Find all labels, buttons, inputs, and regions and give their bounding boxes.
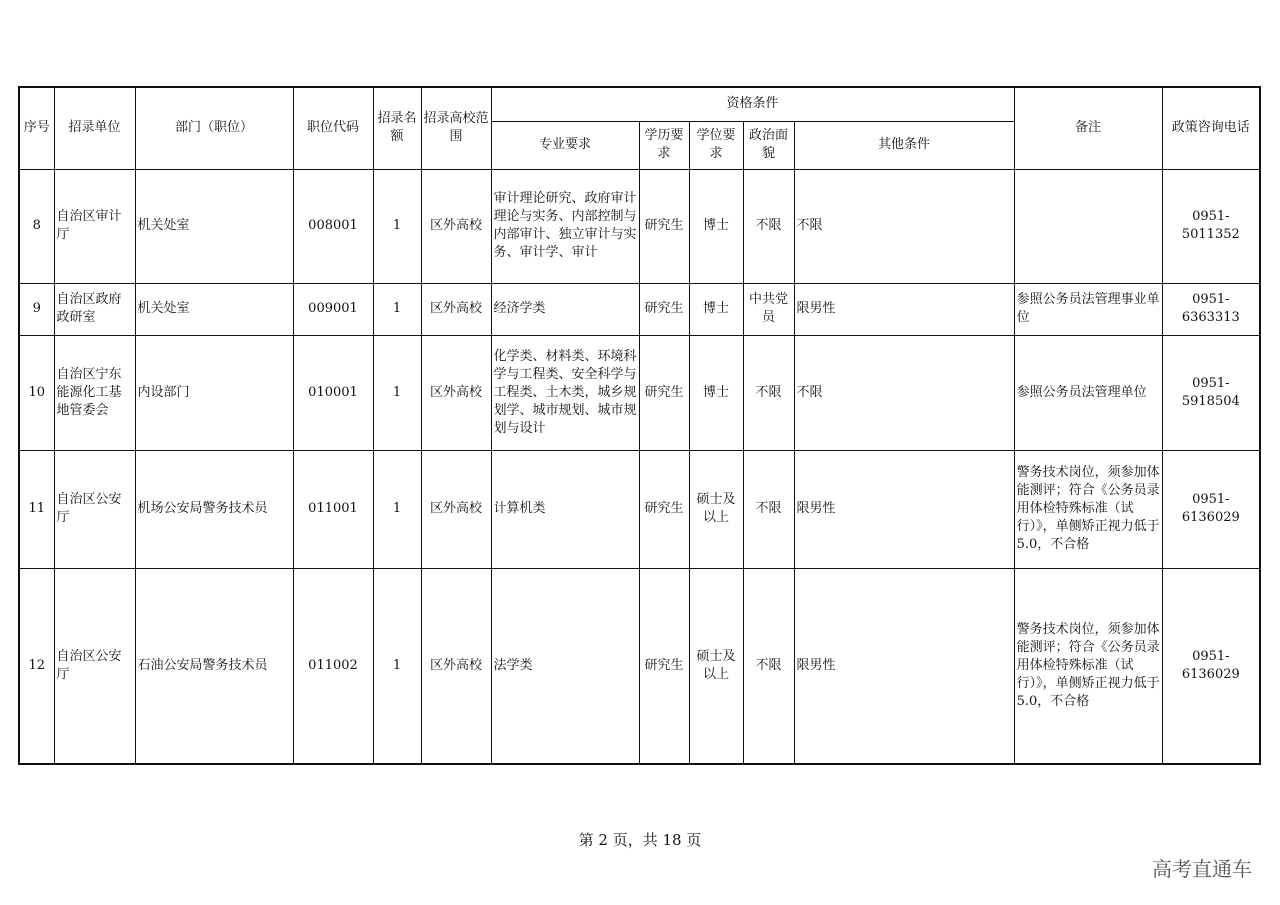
cell-education: 研究生 xyxy=(639,450,689,568)
cell-phone: 0951-5918504 xyxy=(1162,335,1260,450)
cell-other: 限男性 xyxy=(794,283,1014,335)
cell-scope: 区外高校 xyxy=(421,450,491,568)
cell-phone: 0951-6136029 xyxy=(1162,568,1260,764)
cell-degree: 博士 xyxy=(689,283,743,335)
cell-count: 1 xyxy=(373,283,421,335)
cell-degree: 博士 xyxy=(689,169,743,283)
header-politics: 政治面貌 xyxy=(743,121,794,169)
header-qualifications: 资格条件 xyxy=(491,87,1014,121)
table-row xyxy=(19,450,1260,568)
cell-remarks xyxy=(1014,169,1162,283)
cell-code: 011002 xyxy=(293,568,373,764)
cell-remarks: 警务技术岗位，须参加体能测评；符合《公务员录用体检特殊标准（试行）》，单侧矫正视力低于5.0，不合格 xyxy=(1014,568,1162,764)
header-code: 职位代码 xyxy=(293,87,373,169)
header-seq: 序号 xyxy=(19,87,54,169)
header-education: 学历要求 xyxy=(639,121,689,169)
cell-major: 法学类 xyxy=(491,568,639,764)
cell-degree: 硕士及以上 xyxy=(689,450,743,568)
cell-education: 研究生 xyxy=(639,283,689,335)
table-row xyxy=(19,568,1260,764)
cell-phone: 0951-6136029 xyxy=(1162,450,1260,568)
cell-other: 限男性 xyxy=(794,568,1014,764)
cell-education: 研究生 xyxy=(639,568,689,764)
header-remarks: 备注 xyxy=(1014,87,1162,169)
cell-major: 计算机类 xyxy=(491,450,639,568)
cell-education: 研究生 xyxy=(639,169,689,283)
cell-count: 1 xyxy=(373,169,421,283)
cell-seq: 10 xyxy=(19,335,54,450)
cell-dept: 石油公安局警务技术员 xyxy=(135,568,293,764)
cell-degree: 硕士及以上 xyxy=(689,568,743,764)
cell-major: 审计理论研究、政府审计理论与实务、内部控制与内部审计、独立审计与实务、审计学、审计 xyxy=(491,169,639,283)
recruitment-table xyxy=(18,86,1261,765)
cell-degree: 博士 xyxy=(689,335,743,450)
cell-seq: 9 xyxy=(19,283,54,335)
cell-dept: 机关处室 xyxy=(135,169,293,283)
cell-unit: 自治区公安厅 xyxy=(54,450,135,568)
cell-politics: 不限 xyxy=(743,568,794,764)
cell-education: 研究生 xyxy=(639,335,689,450)
table-row xyxy=(19,169,1260,283)
cell-code: 011001 xyxy=(293,450,373,568)
cell-scope: 区外高校 xyxy=(421,283,491,335)
cell-politics: 不限 xyxy=(743,169,794,283)
header-scope: 招录高校范围 xyxy=(421,87,491,169)
cell-code: 008001 xyxy=(293,169,373,283)
cell-code: 010001 xyxy=(293,335,373,450)
header-count: 招录名额 xyxy=(373,87,421,169)
cell-dept: 机场公安局警务技术员 xyxy=(135,450,293,568)
cell-scope: 区外高校 xyxy=(421,335,491,450)
cell-unit: 自治区公安厅 xyxy=(54,568,135,764)
cell-remarks: 参照公务员法管理事业单位 xyxy=(1014,283,1162,335)
cell-seq: 8 xyxy=(19,169,54,283)
cell-count: 1 xyxy=(373,568,421,764)
header-phone: 政策咨询电话 xyxy=(1162,87,1260,169)
header-other: 其他条件 xyxy=(794,121,1014,169)
cell-scope: 区外高校 xyxy=(421,169,491,283)
cell-remarks: 警务技术岗位，须参加体能测评；符合《公务员录用体检特殊标准（试行）》，单侧矫正视力低于5.0，不合格 xyxy=(1014,450,1162,568)
page-footer: 第 2 页，共 18 页 xyxy=(578,831,702,849)
cell-politics: 不限 xyxy=(743,335,794,450)
cell-other: 不限 xyxy=(794,169,1014,283)
cell-phone: 0951-5011352 xyxy=(1162,169,1260,283)
cell-count: 1 xyxy=(373,335,421,450)
cell-unit: 自治区宁东能源化工基地管委会 xyxy=(54,335,135,450)
cell-phone: 0951-6363313 xyxy=(1162,283,1260,335)
cell-major: 化学类、材料类、环境科学与工程类、安全科学与工程类、土木类，城乡规划学、城市规划、城市规划与设计 xyxy=(491,335,639,450)
cell-seq: 12 xyxy=(19,568,54,764)
cell-code: 009001 xyxy=(293,283,373,335)
cell-dept: 机关处室 xyxy=(135,283,293,335)
header-major: 专业要求 xyxy=(491,121,639,169)
header-dept: 部门（职位） xyxy=(135,87,293,169)
cell-seq: 11 xyxy=(19,450,54,568)
table-row xyxy=(19,335,1260,450)
header-degree: 学位要求 xyxy=(689,121,743,169)
cell-major: 经济学类 xyxy=(491,283,639,335)
cell-unit: 自治区政府政研室 xyxy=(54,283,135,335)
cell-dept: 内设部门 xyxy=(135,335,293,450)
watermark: 高考直通车 xyxy=(1152,857,1252,881)
header-unit: 招录单位 xyxy=(54,87,135,169)
cell-remarks: 参照公务员法管理单位 xyxy=(1014,335,1162,450)
cell-other: 不限 xyxy=(794,335,1014,450)
cell-count: 1 xyxy=(373,450,421,568)
cell-politics: 不限 xyxy=(743,450,794,568)
cell-scope: 区外高校 xyxy=(421,568,491,764)
cell-unit: 自治区审计厅 xyxy=(54,169,135,283)
cell-politics: 中共党员 xyxy=(743,283,794,335)
cell-other: 限男性 xyxy=(794,450,1014,568)
table-row xyxy=(19,283,1260,335)
